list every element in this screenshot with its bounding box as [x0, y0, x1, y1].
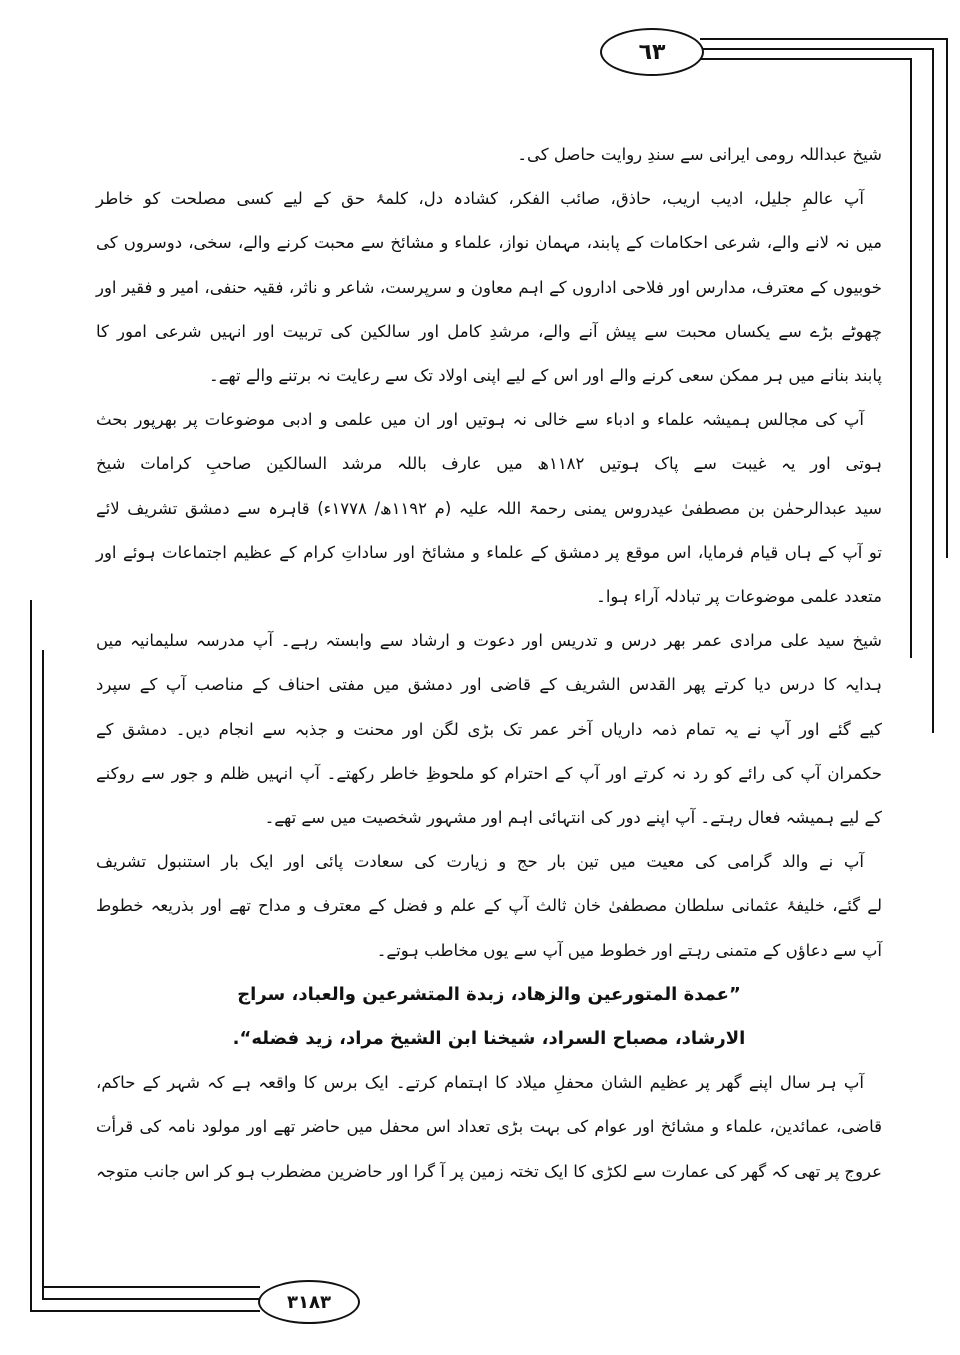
frame-line	[42, 1298, 260, 1300]
text-line: عروج پر تھی کہ گھر کی عمارت سے لکڑی کا ایک تختہ زمین پر آ گرا اور حاضرین مضطرب ہو کر اس جانب متوجہ	[96, 1161, 882, 1181]
frame-line	[700, 38, 948, 40]
text-line: شیخ عبداللہ رومی ایرانی سے سندِ روایت حاصل کی۔	[517, 145, 882, 164]
frame-line	[42, 650, 44, 1300]
frame-line	[946, 38, 948, 558]
text-line: سید عبدالرحمٰن بن مصطفیٰ عیدروس یمنی رحمۃ اللہ علیہ (م ۱۱۹۲ھ/ ۱۷۷۸ء) قاہرہ سے دمشق تشریف لائے	[96, 498, 883, 518]
frame-line	[932, 48, 934, 733]
text-line: قاضی، عمائدین، علماء و مشائخ اور عوام کی بہت بڑی تعداد اس محفل میں حاضر تھے اور مولود نامہ کی قرأت	[96, 1117, 882, 1137]
frame-line	[30, 600, 32, 1312]
text-line: آپ عالمِ جلیل، ادیب اریب، حاذق، صائب الفکر، کشادہ دل، کلمۂ حق کے لیے کسی مصلحت کو خاطر	[96, 189, 864, 209]
text-line: پابند بنانے میں ہر ممکن سعی کرنے والے اور اس کے لیے اپنی اولاد تک سے رعایت نہ برتنے والے تھے۔	[209, 366, 882, 385]
text-line: متعدد علمی موضوعات پر تبادلہ آراء ہوا۔	[596, 587, 882, 606]
text-line: ہدایہ کا درس دیا کرتے پھر القدس الشریف کے قاضی اور دمشق میں مفتی احناف کے مناصب آپ کے سپرد	[96, 675, 882, 695]
frame-line	[30, 1310, 260, 1312]
arabic-quote-line: الارشاد، مصباح السراد، شيخنا ابن الشيخ مراد، زيد فضله“.	[232, 1028, 746, 1049]
text-line: لے گئے، خلیفۂ عثمانی سلطان مصطفیٰ خان ثالث آپ کے علم و فضل کے معترف و مداح تھے اور بذریعہ خطوط	[96, 896, 882, 916]
text-line: کیے گئے اور آپ نے یہ تمام ذمہ داریاں آخر عمر تک بڑی لگن اور محنت و جذبہ سے انجام دیں۔ دمشق کے	[96, 719, 882, 739]
text-line: آپ نے والد گرامی کی معیت میں تین بار حج و زیارت کی سعادت پائی اور ایک بار استنبول تشریف	[96, 852, 864, 872]
frame-line	[910, 58, 912, 658]
text-line: تو آپ کے ہاں قیام فرمایا، اس موقع پر دمشق کے علماء و مشائخ اور ساداتِ کرام کے عظیم اجتماعات ہوئے اور	[96, 542, 882, 562]
text-line: ہوتی اور یہ غیبت سے پاک ہوتیں ۱۱۸۲ھ میں عارف باللہ مرشد السالکین صاحبِ کرامات شیخ	[96, 454, 882, 474]
frame-line	[42, 1286, 260, 1288]
text-line: میں نہ لانے والے، شرعی احکامات کے پابند، مہمان نواز، علماء و مشائخ سے محبت کرنے والے، سخی، دوسروں کی	[96, 233, 882, 253]
text-line: آپ سے دعاؤں کے متمنی رہتے اور خطوط میں آپ سے یوں مخاطب ہوتے۔	[376, 940, 882, 960]
frame-line	[700, 58, 912, 60]
text-line: آپ کی مجالس ہمیشہ علماء و ادباء سے خالی نہ ہوتیں اور ان میں علمی و ادبی موضوعات پر بھرپور بحث	[96, 410, 864, 430]
header-page-number: ٦٣	[600, 28, 704, 76]
text-line: چھوٹے بڑے سے یکساں محبت سے پیش آنے والے، مرشدِ کامل اور سالکین کی تربیت اور انہیں شرعی امور کا	[96, 321, 882, 341]
text-line: خوبیوں کے معترف، مدارس اور فلاحی اداروں کے اہم معاون و سرپرست، شاعر و ناثر، فقیہ حنفی، امیر و فقیر اور	[96, 277, 882, 297]
text-line: شیخ سید علی مرادی عمر بھر درس و تدریس اور دعوت و ارشاد سے وابستہ رہے۔ آپ مدرسہ سلیمانیہ میں	[96, 631, 882, 651]
footer-page-number: ٣١٨٣	[258, 1280, 360, 1324]
arabic-quote-line: ”عمدة المتورعين والزهاد، زبدة المتشرعين والعباد، سراج	[237, 983, 741, 1005]
text-line: آپ ہر سال اپنے گھر پر عظیم الشان محفلِ میلاد کا اہتمام کرتے۔ ایک برس کا واقعہ ہے کہ شہر کے حاکم،	[96, 1073, 864, 1093]
text-line: حکمران آپ کی رائے کو رد نہ کرتے اور آپ کے احترام کو ملحوظِ خاطر رکھتے۔ آپ انہیں ظلم و جور سے روکنے	[96, 763, 882, 783]
text-line: کے لیے ہمیشہ فعال رہتے۔ آپ اپنے دور کی انتہائی اہم اور مشہور شخصیت میں سے تھے۔	[264, 808, 882, 827]
frame-line	[702, 48, 934, 50]
